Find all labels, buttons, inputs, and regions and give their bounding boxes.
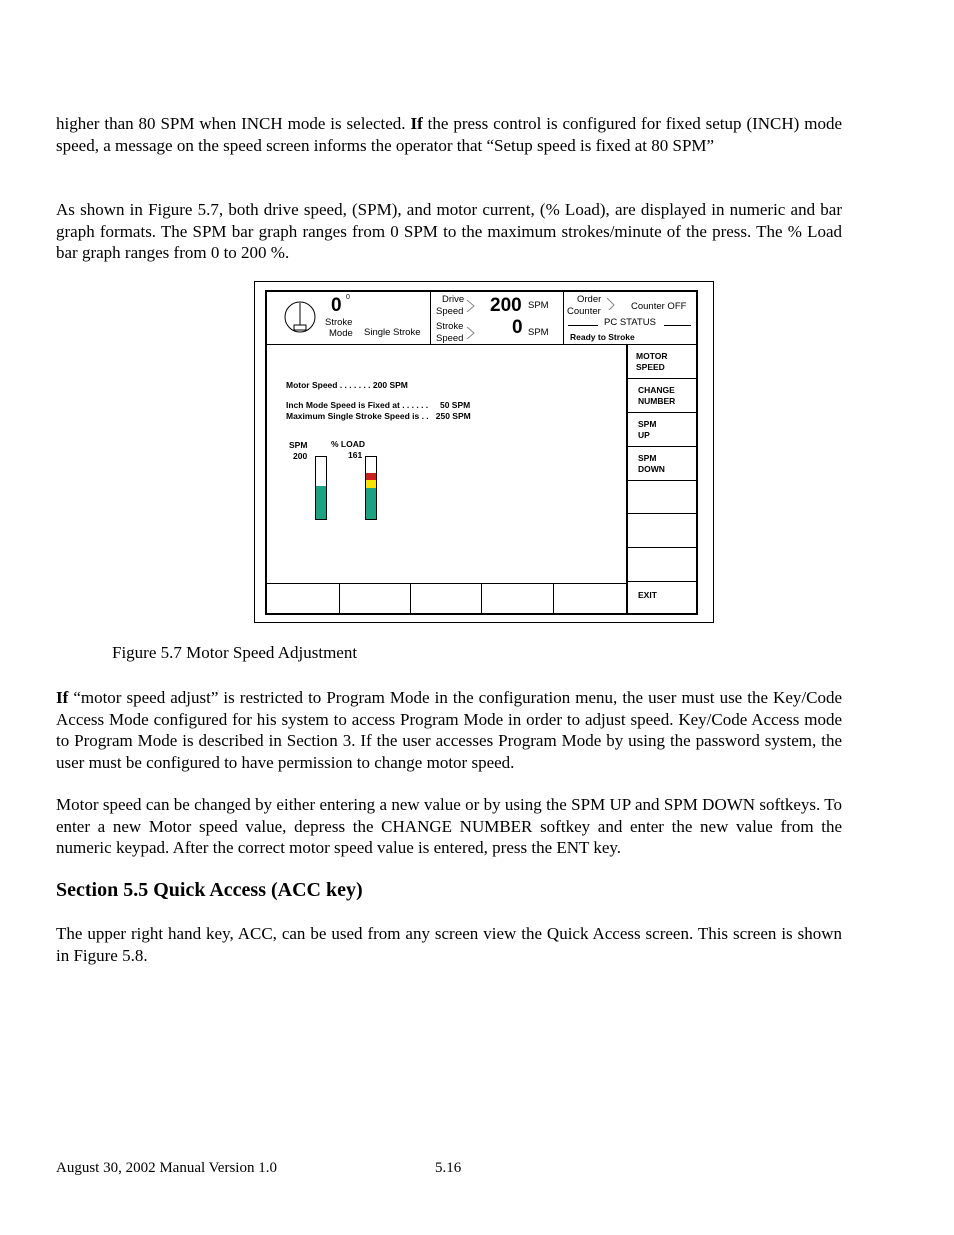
bottom-key-row <box>267 583 626 613</box>
stroke-speed-label-2: Speed <box>436 333 464 344</box>
drive-speed-label-2: Speed <box>436 306 464 317</box>
stroke-speed-value: 0 <box>512 317 523 338</box>
spm-bar-fill <box>316 486 326 519</box>
order-label-1: Order <box>577 294 602 305</box>
paragraph-text: the press control is configured for fixed setup (INCH) mode speed, a message on the speed screen informs the operator that “Setup speed is fixed at 80 SPM” <box>56 114 843 155</box>
paragraph-text: higher than 80 SPM when INCH mode is selected. <box>56 114 411 133</box>
load-yellow-zone <box>366 480 376 488</box>
function-key-1[interactable] <box>267 584 340 614</box>
speed-panel <box>431 292 563 345</box>
softkey-label: EXIT <box>638 590 657 600</box>
motor-speed-screen <box>265 290 698 615</box>
softkey-spm-down[interactable] <box>626 446 696 480</box>
load-bar-fill <box>366 488 376 519</box>
figure-caption: Figure 5.7 Motor Speed Adjustment <box>112 643 358 662</box>
stroke-speed-unit: SPM <box>528 327 549 338</box>
stroke-label: Stroke <box>325 317 353 328</box>
softkey-label: SPM DOWN <box>638 453 665 474</box>
bold-word: If <box>56 688 69 707</box>
paragraph-inch-mode <box>56 113 842 156</box>
paragraph-change-speed: Motor speed can be changed by either entering a new value or by using the SPM UP and SPM DOWN softkeys. To enter a new Motor speed value, depress the CHANGE NUMBER softkey and enter the new value from the numeric keypad. After the correct motor speed value is entered, press the ENT key. <box>56 795 842 857</box>
spm-bar-value: 200 <box>293 451 308 461</box>
paragraph-bar-graphs: As shown in Figure 5.7, both drive speed, (SPM), and motor current, (% Load), are displayed in numeric and bar graph formats. The SPM bar graph ranges from 0 SPM to the maximum strokes/minute of the press. The % Load bar graph ranges from 0 to 200 %. <box>56 200 842 262</box>
mode-value: Single Stroke <box>364 327 421 338</box>
section-heading: Section 5.5 Quick Access (ACC key) <box>56 879 363 901</box>
softkey-column <box>626 345 696 613</box>
max-single-stroke-line: Maximum Single Stroke Speed is . . 250 SPM <box>286 411 471 421</box>
stroke-speed-label-1: Stroke <box>436 321 464 332</box>
softkey-blank-1[interactable] <box>626 480 696 513</box>
paragraph-program-mode <box>56 687 842 773</box>
drive-speed-label-1: Drive <box>442 294 465 305</box>
softkey-label: MOTOR SPEED <box>636 351 668 372</box>
softkey-change-number[interactable] <box>626 378 696 412</box>
load-red-zone <box>366 473 376 480</box>
drive-speed-unit: SPM <box>528 300 549 311</box>
spm-bar-label: SPM <box>289 440 308 450</box>
status-bar <box>267 292 696 345</box>
function-key-4[interactable] <box>482 584 554 614</box>
softkey-spm-up[interactable] <box>626 412 696 446</box>
softkey-label: SPM UP <box>638 419 657 440</box>
softkey-motor-speed[interactable] <box>626 345 696 378</box>
function-key-2[interactable] <box>340 584 411 614</box>
counter-panel <box>564 292 696 345</box>
chevron-right-icon <box>606 298 616 310</box>
function-key-3[interactable] <box>411 584 482 614</box>
paragraph-text: “motor speed adjust” is restricted to Program Mode in the configuration menu, the user must use the Key/Code Access Mode configured for his system to access Program Mode in order to adjust speed. Key/Code Access mode to Program Mode is described in Section 3. If the user accesses Program Mode by using the password system, the user must be configured to have permission to change motor speed. <box>56 688 842 772</box>
mode-label: Mode <box>329 328 353 339</box>
pc-status-value: Ready to Stroke <box>570 332 635 342</box>
stroke-dial-icon <box>284 301 316 335</box>
stroke-count: 0 <box>331 295 342 316</box>
softkey-label: CHANGE NUMBER <box>638 385 676 406</box>
paragraph-quick-access: The upper right hand key, ACC, can be used from any screen view the Quick Access screen. This screen is shown in Figure 5.8. <box>56 924 842 965</box>
pc-status-label: PC STATUS <box>604 317 656 328</box>
chevron-right-icon <box>466 300 476 312</box>
footer-page-number: 5.16 <box>435 1160 462 1176</box>
inch-mode-line: Inch Mode Speed is Fixed at . . . . . . 50 SPM <box>286 400 471 410</box>
load-bar-label: % LOAD <box>331 439 365 449</box>
rule-left <box>568 325 598 326</box>
softkey-blank-3[interactable] <box>626 547 696 581</box>
counter-status: Counter OFF <box>631 301 687 312</box>
function-key-5[interactable] <box>554 584 626 614</box>
bold-word: If <box>410 114 423 133</box>
stroke-count-sup: 0 <box>346 294 350 301</box>
load-bar-graph <box>365 456 377 520</box>
chevron-right-icon <box>466 327 476 339</box>
load-bar-value: 161 <box>348 450 363 460</box>
order-label-2: Counter <box>567 306 601 317</box>
stroke-mode-panel <box>267 292 430 345</box>
rule-right <box>664 325 691 326</box>
softkey-blank-2[interactable] <box>626 513 696 547</box>
motor-speed-line: Motor Speed . . . . . . . 200 SPM <box>286 380 408 390</box>
spm-bar-graph <box>315 456 327 520</box>
softkey-exit[interactable] <box>626 581 696 613</box>
drive-speed-value: 200 <box>490 295 522 316</box>
footer-date-version: August 30, 2002 Manual Version 1.0 <box>56 1160 277 1176</box>
